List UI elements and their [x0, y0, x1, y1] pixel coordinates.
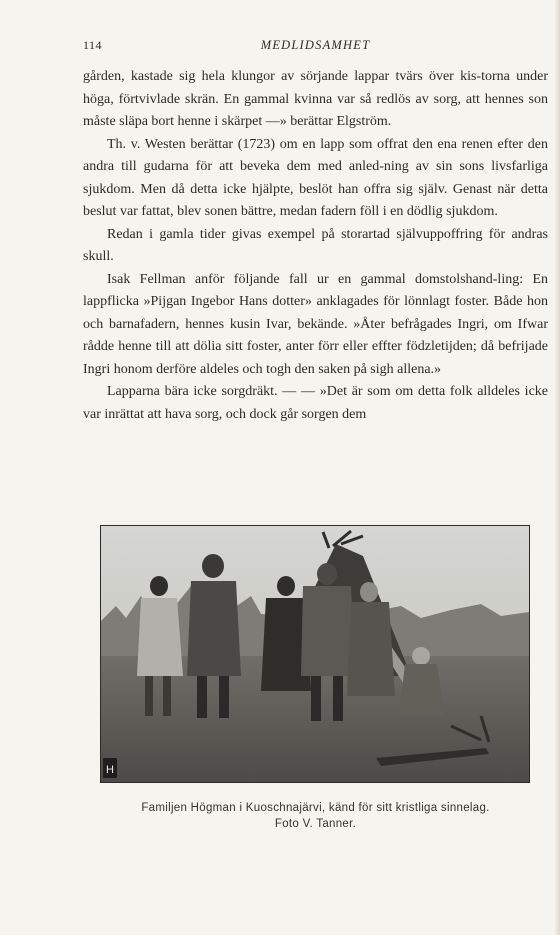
page-header: [83, 38, 548, 54]
caption-line-1: Familjen Högman i Kuoschnajärvi, känd för sitt kristliga sinnelag.: [141, 802, 490, 814]
body-text: [83, 66, 548, 426]
paragraph-5: Lapparna bära icke sorgdräkt. — — »Det är som om detta folk alldeles icke var inrättat att hava sorg, och dock går sorgen dem: [83, 384, 548, 422]
paragraph-2: Th. v. Westen berättar (1723) om en lapp som offrat den ena renen efter den andra till gudarna för att beveka dem med anled-ning av sin sons livsfarliga sjukdom. Men då detta icke hjälpte, beslöt han offra sig själv. Genast när detta beslut var fattat, blev sonen bättre, medan fadern föll i en dödlig sjukdom.: [83, 136, 548, 219]
photo-illustration: [101, 526, 529, 782]
running-title: MEDLIDSAMHET: [260, 38, 371, 52]
photo-caption: [83, 800, 548, 832]
caption-line-2: Foto V. Tanner.: [274, 818, 357, 830]
photo-corner-mark: H: [106, 764, 114, 776]
paragraph-4: Isak Fellman anför följande fall ur en gammal domstolshand-ling: En lappflicka »Pijgan Ingebor Hans dotter» anklagades för lönnlagt foster. Både hon och barnafadern, hennes kusin Ivar, bekände. »Åter befrågades Ingri, om Ifwar rådde henne till att dölia sitt foster, anter förr eller effter födzletijden; då befrijade Ingri honom derföre aldeles och togh den saken på sigh allena.»: [83, 271, 548, 377]
page-edge-shadow: [554, 0, 560, 935]
paragraph-3: Redan i gamla tider givas exempel på storartad självuppoffring för andras skull.: [83, 226, 548, 264]
family-photograph: [100, 525, 530, 783]
page-number: 114: [83, 38, 103, 52]
paragraph-1: gården, kastade sig hela klungor av sörjande lappar tvärs över kis-torna under höga, förtvivlade skrän. En gammal kvinna var så redlös av sorg, att hennes son måste släpa bort henne i skärpet —» berättar Elgström.: [83, 69, 548, 129]
